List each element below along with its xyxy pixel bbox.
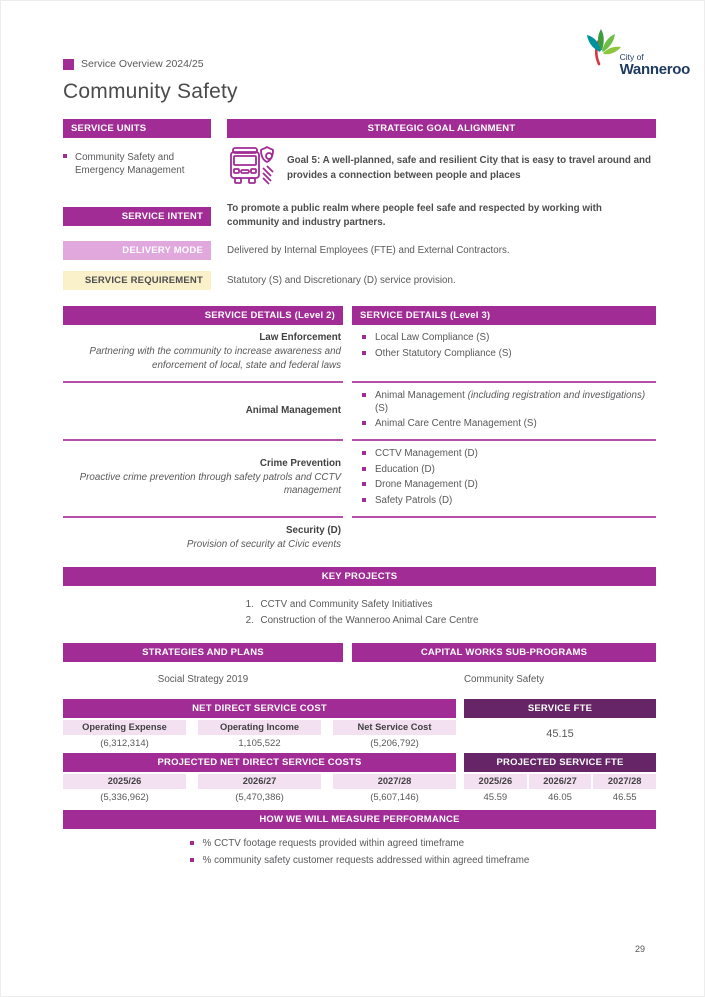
projected-cost-col: 2027/28	[333, 774, 456, 789]
key-projects-header: KEY PROJECTS	[63, 567, 656, 586]
document-eyebrow	[63, 58, 656, 70]
bullet-square-icon	[63, 154, 67, 158]
l3-item	[362, 495, 654, 508]
l2-title: Law Enforcement	[259, 332, 341, 344]
net-cost-value: (6,312,314)	[100, 737, 149, 749]
l3-item-label: Drone Management (D)	[375, 479, 478, 491]
l2-description: Proactive crime prevention through safety patrols and CCTV management	[79, 471, 341, 497]
strategies-header: STRATEGIES AND PLANS	[63, 643, 343, 662]
performance-item	[190, 838, 530, 851]
l3-item-label: Local Law Compliance (S)	[375, 332, 490, 344]
key-project-item: 2. Construction of the Wanneroo Animal Care Centre	[257, 613, 479, 630]
projected-cost-value: (5,607,146)	[370, 791, 419, 803]
net-cost-col-operating-expense: Operating Expense	[63, 720, 186, 735]
l3-item-label: Animal Management (including registration and investigations) (S)	[375, 389, 646, 414]
service-intent-text: To promote a public realm where people feel safe and respected by working with community and industry partners.	[227, 203, 602, 229]
projected-fte-header: PROJECTED SERVICE FTE	[464, 753, 656, 772]
service-details-row-security	[63, 518, 656, 560]
service-fte-header: SERVICE FTE	[464, 699, 656, 718]
logo-wanneroo-text: Wanneroo	[619, 61, 690, 78]
projected-fte-value: 46.55	[612, 791, 637, 803]
l3-item-label: CCTV Management (D)	[375, 448, 478, 460]
bullet-square-icon	[362, 451, 366, 455]
net-cost-value: 1,105,522	[238, 737, 281, 749]
performance-item-label: % CCTV footage requests provided within agreed timeframe	[202, 837, 465, 849]
bullet-square-icon	[362, 393, 366, 397]
service-details-row-crime-prevention	[63, 441, 656, 518]
service-details-l3-header: SERVICE DETAILS (Level 3)	[352, 306, 656, 325]
performance-item-label: % community safety customer requests addressed within agreed timeframe	[202, 854, 530, 866]
projected-cost-value: (5,470,386)	[235, 791, 284, 803]
l3-item	[362, 390, 654, 415]
strategies-text: Social Strategy 2019	[157, 673, 249, 685]
l3-item	[362, 332, 654, 345]
service-details-l2-header: SERVICE DETAILS (Level 2)	[63, 306, 343, 325]
bullet-square-icon	[362, 351, 366, 355]
projected-fte-value: 46.05	[548, 791, 572, 803]
bullet-square-icon	[362, 467, 366, 471]
service-unit-label: Community Safety and Emergency Management	[75, 152, 185, 177]
bus-location-icon	[227, 144, 275, 193]
bullet-square-icon	[190, 841, 194, 845]
capital-works-text: Community Safety	[463, 673, 545, 685]
net-cost-value: (5,206,792)	[370, 737, 419, 749]
projected-fte-col: 2027/28	[593, 774, 656, 789]
strategic-goal-text: Goal 5: A well-planned, safe and resilient City that is easy to travel around and provides a connection between people and places	[287, 155, 652, 181]
l3-item	[362, 418, 654, 431]
projected-cost-value: (5,336,962)	[100, 791, 149, 803]
projected-cost-header: PROJECTED NET DIRECT SERVICE COSTS	[63, 753, 456, 772]
capital-works-header: CAPITAL WORKS SUB-PROGRAMS	[352, 643, 656, 662]
eyebrow-label: Service Overview 2024/25	[81, 58, 204, 70]
net-cost-col-operating-income: Operating Income	[198, 720, 321, 735]
service-requirement-text: Statutory (S) and Discretionary (D) service provision.	[227, 274, 456, 286]
l2-title: Security (D)	[286, 524, 341, 536]
delivery-mode-label: DELIVERY MODE	[63, 241, 211, 260]
bullet-square-icon	[362, 335, 366, 339]
net-cost-header: NET DIRECT SERVICE COST	[63, 699, 456, 718]
l3-item-label: Other Statutory Compliance (S)	[375, 348, 512, 360]
projected-cost-col: 2025/26	[63, 774, 186, 789]
service-fte-value: 45.15	[546, 728, 574, 741]
performance-list	[190, 838, 530, 867]
bullet-square-icon	[362, 482, 366, 486]
service-units-header: SERVICE UNITS	[63, 119, 211, 138]
l2-title: Crime Prevention	[259, 457, 341, 469]
service-details-row-animal-management	[63, 383, 656, 441]
projected-cost-col: 2026/27	[198, 774, 321, 789]
bullet-square-icon	[362, 498, 366, 502]
l3-item	[362, 348, 654, 361]
l3-item-label: Safety Patrols (D)	[375, 495, 453, 507]
l2-description: Provision of security at Civic events	[186, 538, 341, 550]
strategic-goal-header: STRATEGIC GOAL ALIGNMENT	[227, 119, 656, 138]
projected-fte-col: 2025/26	[464, 774, 527, 789]
eyebrow-square-icon	[63, 59, 74, 70]
service-intent-label: SERVICE INTENT	[63, 207, 211, 226]
net-cost-col-net-service-cost: Net Service Cost	[333, 720, 456, 735]
l3-item-label: Education (D)	[375, 463, 435, 475]
l3-item	[362, 464, 654, 477]
key-projects-list	[241, 597, 479, 630]
projected-fte-value: 45.59	[483, 791, 508, 803]
service-details-row-law-enforcement	[63, 325, 656, 382]
service-requirement-label: SERVICE REQUIREMENT	[63, 271, 211, 290]
page-title: Community Safety	[63, 80, 238, 103]
l3-item-label: Animal Care Centre Management (S)	[375, 418, 537, 430]
performance-header: HOW WE WILL MEASURE PERFORMANCE	[63, 810, 656, 829]
performance-item	[190, 855, 530, 868]
bullet-square-icon	[362, 421, 366, 425]
service-unit-item	[63, 151, 211, 177]
key-project-item: 1. CCTV and Community Safety Initiatives	[257, 597, 479, 614]
l3-item	[362, 479, 654, 492]
bullet-square-icon	[190, 858, 194, 862]
projected-fte-col: 2026/27	[529, 774, 592, 789]
l2-description: Partnering with the community to increase awareness and enforcement of local, state and federal laws	[89, 346, 341, 372]
l2-title: Animal Management	[245, 404, 341, 416]
page-number: 29	[634, 944, 645, 954]
logo-city-of-text: City of	[619, 51, 644, 62]
l3-item	[362, 448, 654, 461]
delivery-mode-text: Delivered by Internal Employees (FTE) and External Contractors.	[227, 244, 510, 256]
